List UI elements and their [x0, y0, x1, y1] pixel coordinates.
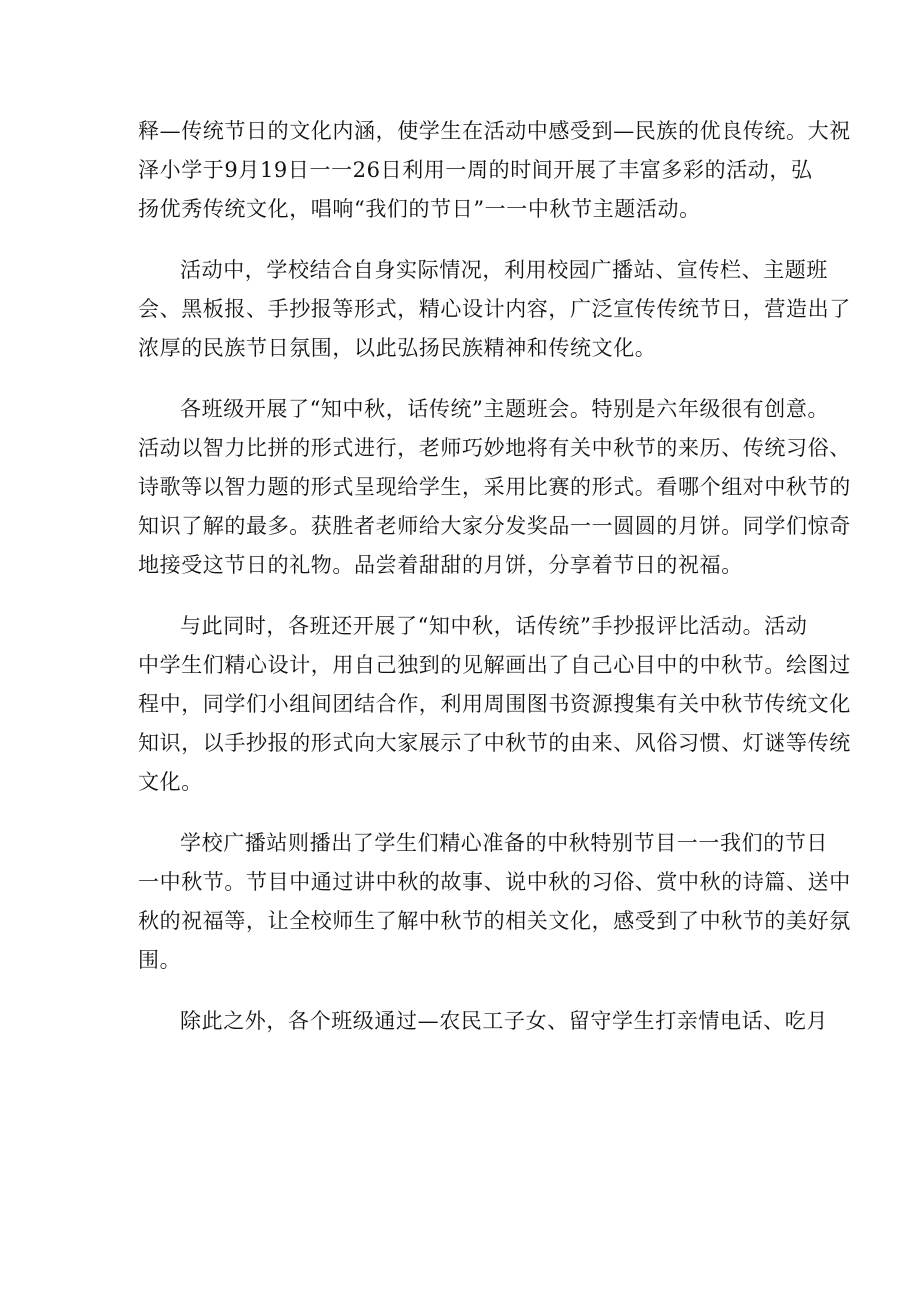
paragraph-line: 学校广播站则播出了学生们精心准备的中秋特别节目一一我们的节日: [180, 831, 828, 855]
paragraph-line: 浓厚的民族节日氛围，以此弘扬民族精神和传统文化。: [138, 336, 657, 360]
paragraph-line: 秋的祝福等，让全校师生了解中秋节的相关文化，感受到了中秋节的美好氛: [138, 909, 851, 933]
paragraph-gap: [138, 229, 798, 251]
paragraph-2: [138, 251, 851, 368]
paragraph-line: 活动以智力比拼的形式进行，老师巧妙地将有关中秋节的来历、传统习俗、: [138, 436, 851, 460]
paragraph-line: 文化。: [138, 770, 203, 794]
paragraph-line: 程中，同学们小组间团结合作，利用周围图书资源搜集有关中秋节传统文化: [138, 692, 851, 716]
paragraph-line: 除此之外，各个班级通过—农民工子女、留守学生打亲情电话、吃月: [180, 1009, 828, 1033]
paragraph-line: 地接受这节日的礼物。品尝着甜甜的月饼，分享着节日的祝福。: [138, 553, 743, 577]
paragraph-gap: [138, 980, 798, 1002]
paragraph-line: 各班级开展了“知中秋，话传统”主题班会。特别是六年级很有创意。: [180, 397, 830, 421]
paragraph-line: 活动中，学校结合自身实际情况，利用校园广播站、宣传栏、主题班: [180, 258, 828, 282]
paragraph-line: 诗歌等以智力题的形式呈现给学生，采用比赛的形式。看哪个组对中秋节的: [138, 475, 851, 499]
paragraph-gap: [138, 585, 798, 607]
paragraph-5: [138, 824, 851, 980]
paragraph-line: 与此同时，各班还开展了“知中秋，话传统”手抄报评比活动。活动: [180, 614, 808, 638]
document-body: [138, 112, 851, 1041]
paragraph-line: 知识，以手抄报的形式向大家展示了中秋节的由来、风俗习惯、灯谜等传统: [138, 731, 851, 755]
paragraph-1: [138, 112, 851, 229]
paragraph-line: 知识了解的最多。获胜者老师给大家分发奖品一一圆圆的月饼。同学们惊奇: [138, 514, 851, 538]
paragraph-6: [138, 1002, 828, 1041]
paragraph-4: [138, 607, 851, 802]
paragraph-line: 围。: [138, 948, 182, 972]
paragraph-gap: [138, 802, 798, 824]
paragraph-line: 泽小学于9月19日一一26日利用一周的时间开展了丰富多彩的活动，弘: [138, 158, 813, 182]
paragraph-line: 释—传统节日的文化内涵，使学生在活动中感受到—民族的优良传统。大祝: [138, 119, 851, 143]
paragraph-line: 扬优秀传统文化，唱响“我们的节日”一一中秋节主题活动。: [138, 197, 701, 221]
paragraph-3: [138, 390, 851, 585]
paragraph-line: 一中秋节。节目中通过讲中秋的故事、说中秋的习俗、赏中秋的诗篇、送中: [138, 870, 851, 894]
paragraph-line: 会、黑板报、手抄报等形式，精心设计内容，广泛宣传传统节日，营造出了: [138, 297, 851, 321]
paragraph-gap: [138, 368, 798, 390]
paragraph-line: 中学生们精心设计，用自己独到的见解画出了自己心目中的中秋节。绘图过: [138, 653, 851, 677]
